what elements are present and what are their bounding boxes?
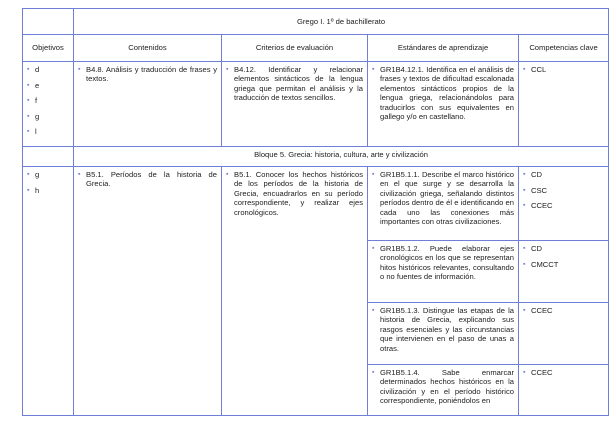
bloque5-title: Bloque 5. Grecia: historia, cultura, arte y civilización	[74, 146, 609, 166]
estandar-text: ▪ GR1B5.1.4. Sabe enmarcar determinados hechos históricos en la civilización y en el período histórico correspondiente, poniéndolos en	[372, 368, 514, 406]
objetivo-item: ▪ d	[27, 65, 69, 74]
block4-row	[23, 62, 609, 147]
competencia-item: ▪ CCEC	[523, 368, 604, 377]
competencias-cell	[519, 302, 609, 364]
objetivo-item: ▪ h	[27, 186, 69, 195]
objetivo-item: ▪ e	[27, 81, 69, 90]
estandar-text: ▪ GR1B5.1.3. Distingue las etapas de la historia de Grecia, explicando sus rasgos esenciales y las circunstancias que intervienen en el paso de unas a otras.	[372, 306, 514, 353]
criterio-cell	[222, 62, 368, 147]
estandar-cell	[368, 166, 519, 240]
competencia-item: ▪ CMCCT	[523, 260, 604, 269]
competencias-cell	[519, 240, 609, 302]
contenido-text: ▪ B4.8. Análisis y traducción de frases y textos.	[78, 65, 217, 84]
objetivos-cell	[23, 62, 74, 147]
header-contenidos: Contenidos	[74, 35, 222, 62]
contenido-cell	[74, 166, 222, 415]
header-criterios: Criterios de evaluación	[222, 35, 368, 62]
competencia-item: ▪ CCL	[523, 65, 604, 74]
contenido-text: ▪ B5.1. Períodos de la historia de Grecia.	[78, 170, 217, 189]
criterio-text: ▪ B4.12. Identificar y relacionar elementos sintácticos de la lengua griega que permitan el análisis y la traducción de textos sencillos.	[226, 65, 363, 103]
objetivo-item: ▪ l	[27, 127, 69, 136]
estandar-text: ▪ GR1B5.1.1. Describe el marco histórico en el que surge y se desarrolla la civilización griega, señalando distintos períodos dentro de él e identificando en cada uno las conexiones más importantes con otras civilizaciones.	[372, 170, 514, 226]
competencia-item: ▪ CD	[523, 170, 604, 179]
competencia-item: ▪ CCEC	[523, 201, 604, 210]
competencias-cell	[519, 364, 609, 415]
criterio-text: ▪ B5.1. Conocer los hechos históricos de los períodos de la historia de Grecia, encuadrarlos en su período correspondiente, y realizar ejes cronológicos.	[226, 170, 363, 217]
estandar-cell	[368, 62, 519, 147]
competencia-item: ▪ CSC	[523, 186, 604, 195]
estandar-text: ▪ GR1B4.12.1. Identifica en el análisis de frases y textos de dificultad escalonada elementos sintácticos propios de la lengua griega, relacionándolos para traducirlos con sus equivalentes en gallego y/o en castellano.	[372, 65, 514, 121]
header-estandares: Estándares de aprendizaje	[368, 35, 519, 62]
competencias-cell	[519, 166, 609, 240]
curriculum-table	[22, 8, 609, 416]
header-objetivos: Objetivos	[23, 35, 74, 62]
criterio-cell	[222, 166, 368, 415]
estandar-cell	[368, 302, 519, 364]
objetivos-list	[27, 170, 69, 195]
header-competencias: Competencias clave	[519, 35, 609, 62]
competencia-item: ▪ CCEC	[523, 306, 604, 315]
estandar-cell	[368, 240, 519, 302]
estandar-text: ▪ GR1B5.1.2. Puede elaborar ejes cronológicos en los que se representan hitos históricos relevantes, consultando o no fuentes de información.	[372, 244, 514, 282]
bloque-spacer	[23, 146, 74, 166]
objetivos-cell	[23, 166, 74, 415]
block5-row-1	[23, 166, 609, 240]
competencias-cell	[519, 62, 609, 147]
objetivo-item: ▪ g	[27, 112, 69, 121]
objetivo-item: ▪ g	[27, 170, 69, 179]
corner-cell	[23, 9, 74, 35]
contenido-cell	[74, 62, 222, 147]
objetivo-item: ▪ f	[27, 96, 69, 105]
table-title: Grego I. 1º de bachillerato	[74, 9, 609, 35]
competencia-item: ▪ CD	[523, 244, 604, 253]
estandar-cell	[368, 364, 519, 415]
objetivos-list	[27, 65, 69, 137]
